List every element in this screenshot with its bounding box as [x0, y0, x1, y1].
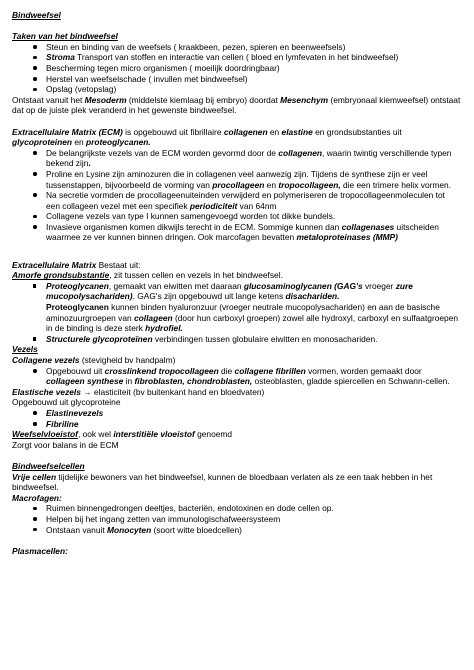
text-run: Proteoglycanen	[46, 280, 109, 291]
text-run: (stevigheid bv handpalm)	[79, 355, 176, 365]
text-run: , waarin twintig verschillende typen bekend zijn	[46, 147, 452, 169]
text-run: Mesoderm	[84, 94, 127, 105]
text-run: en	[72, 137, 87, 148]
text-run: uitscheiden waarmee ze ver kunnen binnen dringen. Ook marcofagen bevatten	[46, 221, 439, 243]
text-run: en grondsubstanties uit	[312, 126, 402, 137]
ecm-paragraph	[12, 127, 462, 148]
plasmacellen-heading	[12, 546, 462, 557]
text-run: glycoproteinen	[12, 137, 73, 148]
text-run: genoemd	[194, 429, 233, 440]
text-run: Steun en binding van de weefsels ( kraakbeen, pezen, spieren en beenweefsels)	[46, 41, 346, 52]
text-run: kunnen binden hyaluronzuur (vroeger neutrale mucopolysachariden) en aan de basische aminozuurgroepen van	[46, 302, 440, 323]
proteoglycanen-paragraph	[12, 302, 462, 334]
text-run: (door hun carboxyl groepen) zowel alle hydroxyl, carboxyl en sulfaatgroepen in de binding is deze sterk	[46, 312, 459, 334]
text-run: collagenen	[278, 147, 323, 158]
list-item	[12, 366, 462, 387]
text-run: collagene fibrillen	[234, 365, 306, 376]
text-run: (soort witte bloedcellen)	[151, 524, 242, 535]
list-item	[12, 169, 462, 190]
text-run: Collagene vezels	[12, 355, 80, 365]
list-item	[12, 419, 462, 430]
text-run: , ook wel	[77, 429, 114, 440]
text-run: . GAG's zijn opgebouwd uit lange ketens	[132, 291, 286, 302]
text-run: Elastische vezels	[12, 386, 81, 397]
elastine-list	[12, 408, 462, 429]
text-run: procollageen	[212, 179, 265, 190]
macrofagen-heading	[12, 493, 462, 504]
text-run: tijdelijke bewoners van het bindweefsel, kunnen de bloedbaan verlaten als ze een taak hebben in het bindweefsel.	[12, 471, 433, 493]
list-item	[12, 190, 462, 211]
vrije-cellen-paragraph	[12, 472, 462, 493]
text-run: van 64nm	[237, 200, 277, 211]
text-run: collagenases	[341, 221, 395, 232]
text-run: Opslag (vetopslag)	[46, 84, 117, 95]
text-run: Ruimen binnengedrongen deeltjes, bacteriën, endotoxinen en dode cellen op.	[46, 503, 334, 514]
text-run: (middelste kiemlaag bij embryo) doordat	[126, 94, 281, 105]
text-run: disachariden.	[285, 291, 340, 302]
text-run: en	[267, 126, 282, 137]
text-run: Plasmacellen:	[12, 545, 68, 556]
text-run: Zorgt voor balans in de ECM	[12, 439, 119, 450]
list-item	[12, 211, 462, 222]
text-run: Bescherming tegen micro organismen ( moeilijk doordringbaar)	[46, 62, 280, 73]
list-item	[12, 503, 462, 514]
text-run: Collagene vezels van type I kunnen samengevoegd worden tot dikke bundels.	[46, 211, 336, 222]
ecm-list	[12, 148, 462, 243]
text-run: Bestaat uit:	[96, 259, 141, 270]
weefselvloeistof-paragraph	[12, 429, 462, 440]
text-run: Invasieve organismen komen dikwijls terecht in de ECM. Sommige kunnen dan	[46, 221, 342, 232]
list-item	[12, 52, 462, 63]
text-run: Opgebouwd uit	[46, 365, 105, 376]
vezels-heading	[12, 344, 462, 355]
text-run: die	[218, 365, 235, 376]
opgebouwd-paragraph	[12, 397, 462, 408]
text-run: collagenen	[223, 126, 268, 137]
cellen-heading	[12, 461, 462, 472]
list-item	[12, 222, 462, 243]
ontstaat-paragraph	[12, 95, 462, 116]
text-run: vormen, worden gemaakt door	[305, 365, 422, 376]
text-run: Vezels	[12, 344, 38, 355]
taken-list	[12, 42, 462, 95]
amorfe-list	[12, 281, 462, 302]
macrofagen-list	[12, 503, 462, 535]
text-run: en	[264, 179, 279, 190]
text-run: (embryonaal kiemweefsel) ontstaat dat op de juiste plek veranderd in het gewenste bindweefsel.	[12, 94, 461, 116]
glyco-list	[12, 334, 462, 345]
page-title	[12, 10, 462, 21]
list-item	[12, 334, 462, 345]
text-run: Proline en Lysine zijn aminozuren die in collagenen veel aanwezig zijn. Tijdens de synthese zijn er veel tussenstappen, bijvoorbeeld de vorming van	[46, 168, 428, 190]
text-run: Transport van stoffen en interactie van cellen ( bloed en lymfevaten in het bindweefsel)	[74, 52, 399, 63]
list-item	[12, 148, 462, 169]
bestaat-paragraph	[12, 260, 462, 271]
text-run: die een trimere helix vormen.	[340, 179, 452, 190]
amorfe-paragraph	[12, 270, 462, 281]
text-run: zure mucopolysachariden)	[46, 280, 413, 302]
text-run: metaloproteinases (MMP)	[296, 232, 398, 243]
text-run: Stroma	[46, 52, 75, 63]
text-run: periodiciteit	[189, 200, 238, 211]
text-run: proteoglycanen.	[86, 137, 151, 148]
balans-paragraph	[12, 440, 462, 451]
text-run: crosslinkend tropocollageen	[104, 365, 219, 376]
text-run: verbindingen tussen globulaire eiwitten en monosachariden.	[152, 333, 378, 344]
text-run: Elastinevezels	[46, 407, 104, 418]
text-run: Monocyten	[107, 524, 152, 535]
text-run: Fibriline	[46, 418, 79, 429]
list-item	[12, 525, 462, 536]
collagene-list	[12, 366, 462, 387]
list-item	[12, 42, 462, 53]
text-run: Mesenchym	[280, 94, 329, 105]
text-run: Extracellulaire Matrix	[12, 259, 97, 270]
text-run: De belangrijkste vezels van de ECM worden gevormd door de	[46, 147, 279, 158]
title-text: Bindweefsel	[12, 10, 61, 20]
list-item	[12, 84, 462, 95]
text-run: tropocollageen,	[278, 179, 341, 190]
text-run: vroeger	[362, 280, 396, 291]
text-run: Helpen bij het ingang zetten van immunologischafweersysteem	[46, 513, 281, 524]
text-run: , gemaakt van eiwitten met daaraan	[108, 280, 244, 291]
text-run: elastine	[281, 126, 313, 137]
text-run: Macrofagen:	[12, 492, 62, 503]
text-run: Taken van het bindweefsel	[12, 31, 118, 42]
text-run: Structurele glycoproteïnen	[46, 333, 153, 344]
text-run: collageen	[134, 312, 173, 323]
text-run: .	[88, 158, 91, 169]
text-run: osteoblasten, gladde spiercellen en Schwann-cellen.	[252, 376, 450, 387]
text-run: Weefselvloeistof	[12, 429, 78, 440]
collagene-paragraph	[12, 355, 462, 366]
text-run: in	[123, 376, 135, 387]
text-run: Proteoglycanen	[46, 302, 109, 313]
text-run: interstitiële vloeistof	[113, 429, 195, 440]
list-item	[12, 63, 462, 74]
text-run: Herstel van weefselschade ( invullen met bindweefsel)	[46, 73, 248, 84]
text-run: Na secretie vormden de procollageenuiteinden verwijderd en polymeriseren de tropocollageenmoleculen tot een collageen vezel met een specifiek	[46, 190, 445, 211]
text-run: Opgebouwd uit glycoproteine	[12, 397, 121, 408]
text-run: Extracellulaire Matrix (ECM)	[12, 126, 123, 137]
text-run: Amorfe grondsubstantie	[12, 270, 110, 281]
list-item	[12, 281, 462, 302]
text-run: fibroblasten, chondroblasten,	[134, 376, 253, 387]
taken-heading	[12, 31, 462, 42]
text-run: Bindweefselcellen	[12, 460, 85, 471]
elastische-paragraph	[12, 387, 462, 398]
list-item	[12, 408, 462, 419]
text-run: glucosaminoglycanen (GAG's	[243, 280, 363, 291]
text-run: Ontstaan vanuit	[46, 524, 107, 535]
text-run: Vrije cellen	[12, 471, 57, 482]
list-item	[12, 74, 462, 85]
text-run: → elasticiteit (bv buitenkant hand en bloedvaten)	[80, 386, 265, 397]
text-run: is opgebouwd uit fibrillaire	[122, 126, 224, 137]
text-run: collageen synthese	[46, 376, 124, 387]
text-run: hydrofiel.	[145, 323, 183, 334]
text-run: Ontstaat vanuit het	[12, 94, 85, 105]
text-run: , zit tussen cellen en vezels in het bindweefsel.	[109, 270, 283, 281]
list-item	[12, 514, 462, 525]
